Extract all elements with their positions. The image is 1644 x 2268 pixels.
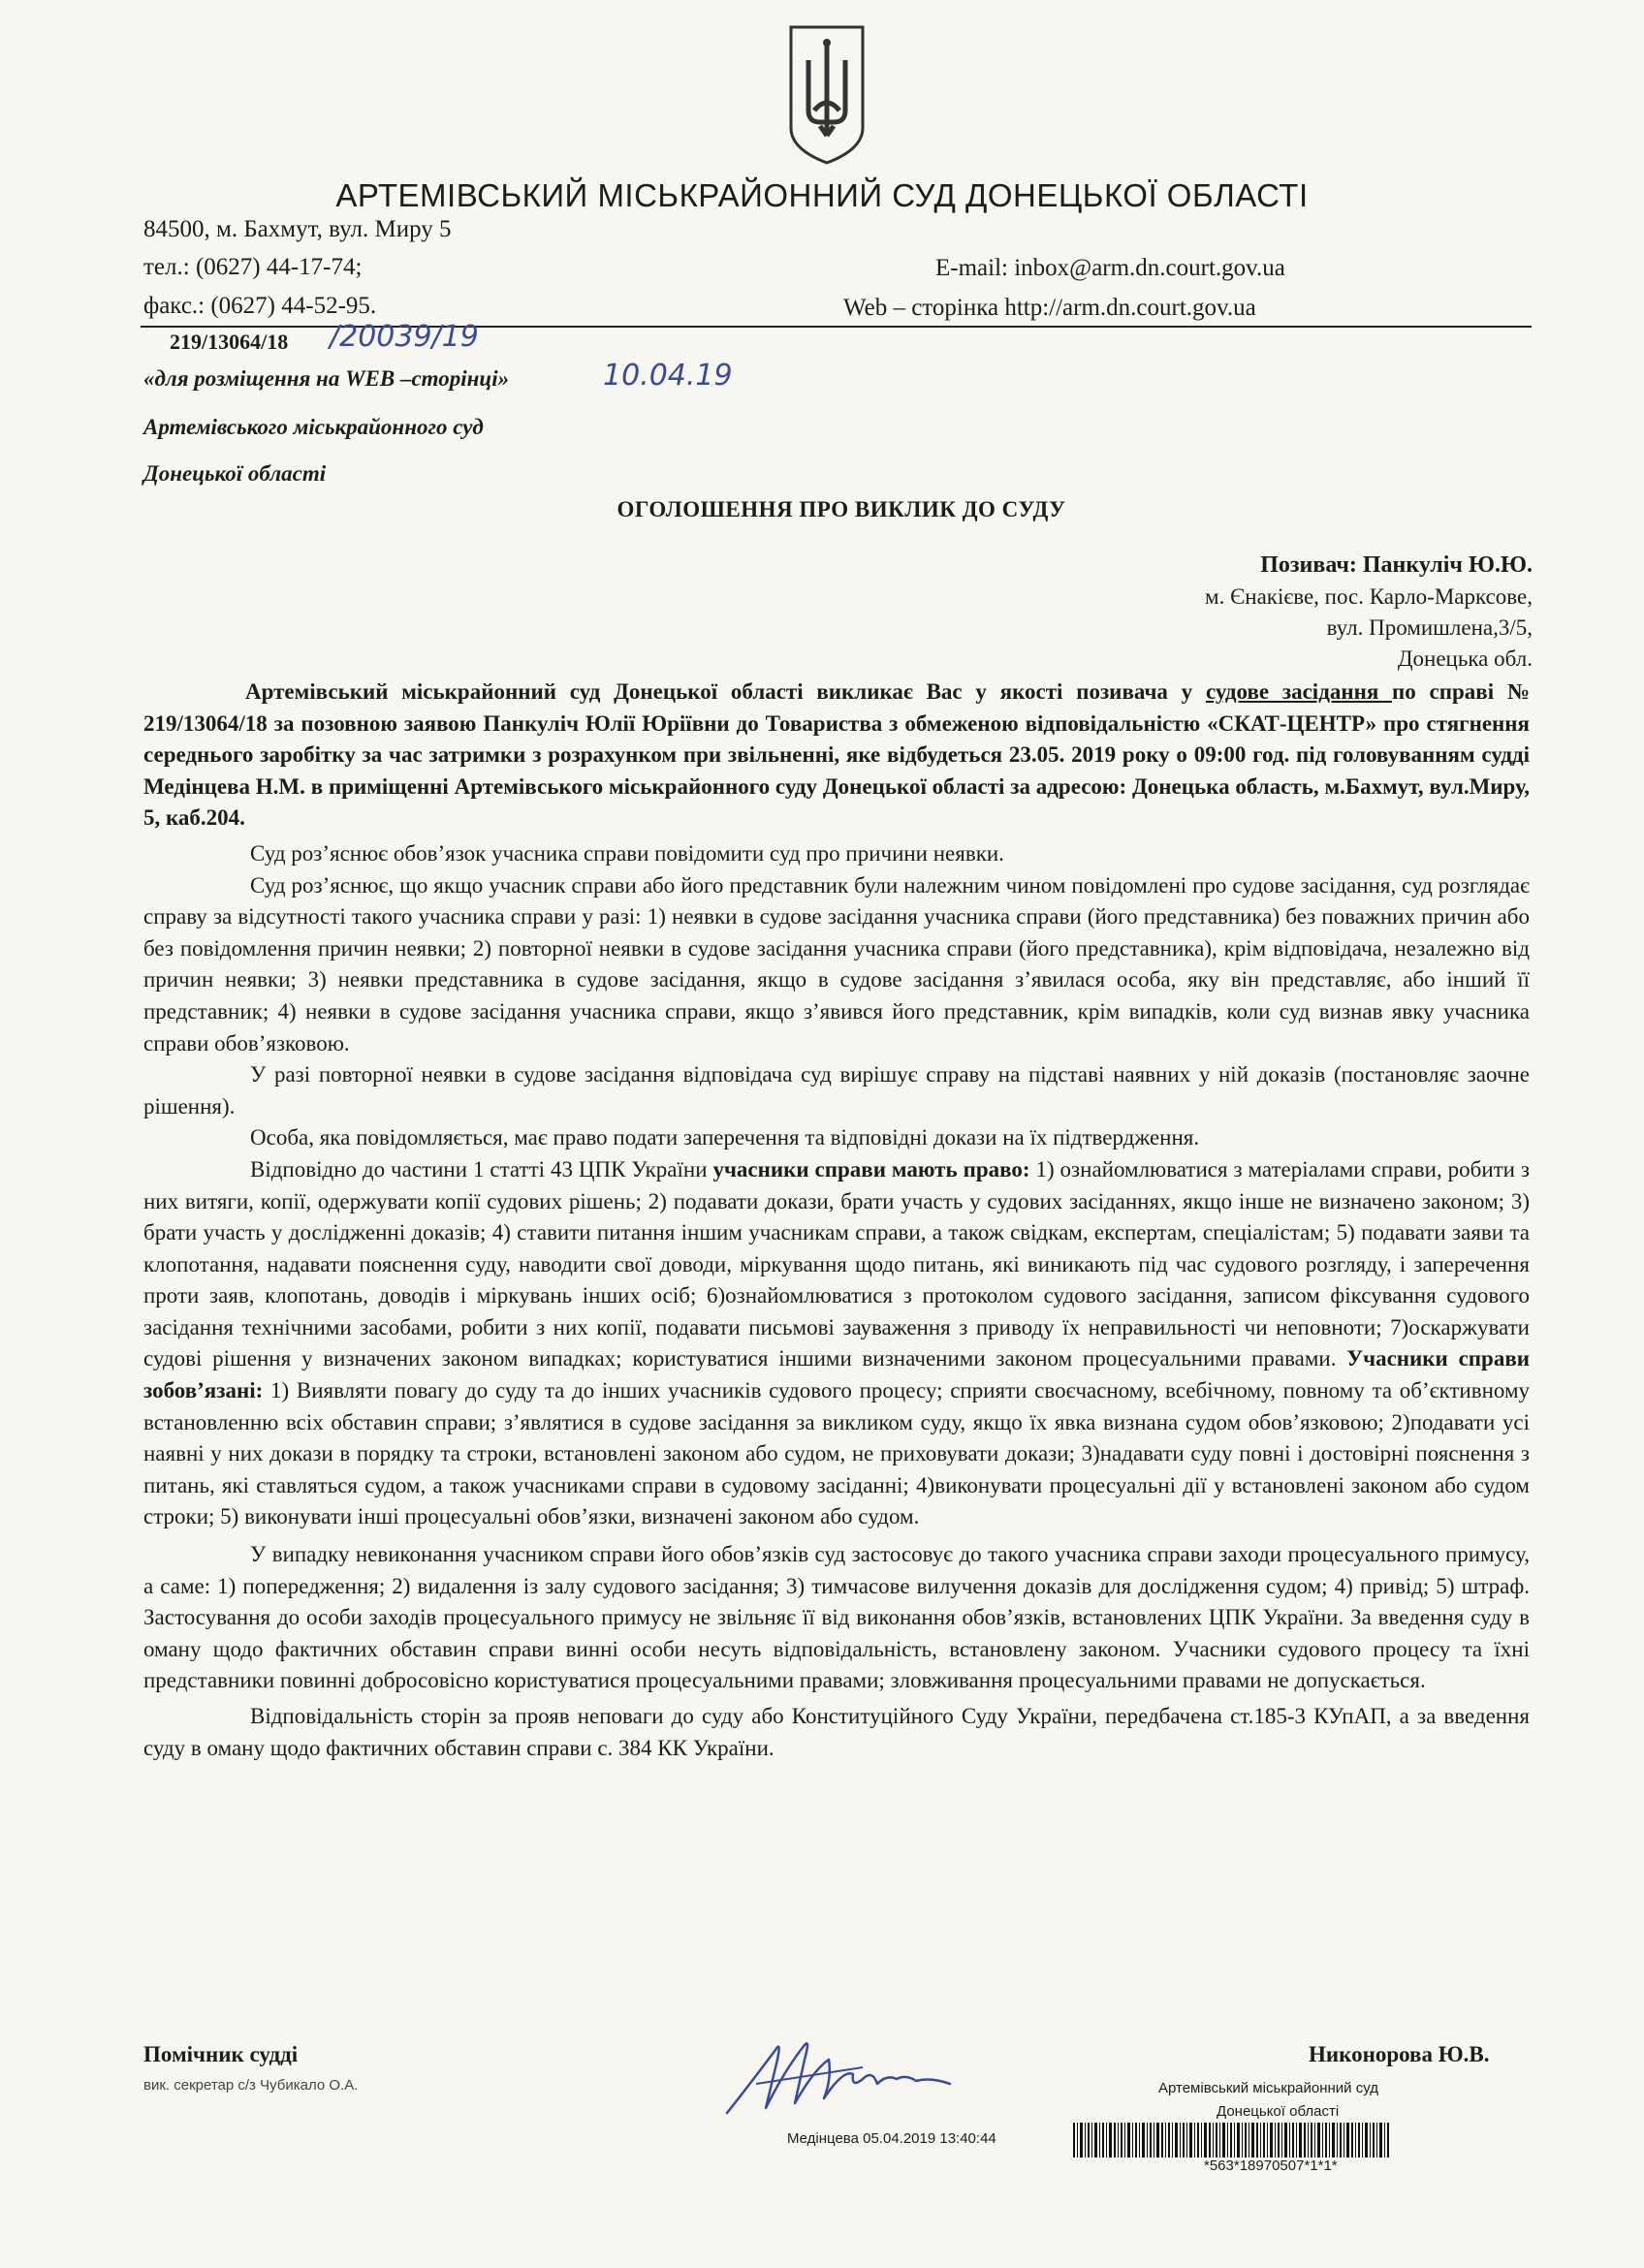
stamp-court-line-1: Артемівський міськрайонний суд xyxy=(1158,2080,1378,2096)
summons-text-1: Артемівський міськрайонний суд Донецької області викликає Вас у якості позивача у xyxy=(245,679,1206,704)
rights-heading: учасники справи мають право: xyxy=(712,1156,1030,1181)
plaintiff-address-1: м. Єнакієве, пос. Карло-Марксове, xyxy=(1205,584,1533,609)
handwritten-signature-icon xyxy=(717,2031,960,2123)
stamp-court-line-2: Донецької області xyxy=(1217,2103,1340,2120)
executor-note: вик. секретар с/з Чубикало О.А. xyxy=(143,2077,359,2094)
duties-list: 1) Виявляти повагу до суду та до інших учасників судового процесу; сприяти своєчасному, всебічному, повному та об’єктивному встановленню всіх обставин справи; з’являтися в судове засідання за викликом суду, якщо їх явка визнана судом обов’язковою; 2)подавати усі наявні у них докази в порядку та строки, встановлені законом або судом, не приховувати докази; 3)надавати суду повні і достовірні пояснення з питань, які ставляться судом, а також учасниками справи в судовому засіданні; 4)виконувати процесуальні дії у встановлені законом або судом строки; 5) виконувати інші процесуальні обов’язки, визначені законом або судом. xyxy=(143,1378,1530,1529)
plaintiff-address-2: вул. Промишлена,3/5, xyxy=(1326,615,1533,640)
signer-position: Помічник судді xyxy=(143,2042,299,2066)
web-placement-note: «для розміщення на WEB –сторінці» xyxy=(143,366,510,391)
summons-text-2: по справі № 219/13064/18 за позовною заявою Панкуліч Юлії Юріївни до Товариства з обмеженою відповідальністю «СКАТ-ЦЕНТР» про стягнення середнього заробітку за час затримки з розрахунком при звільненні, яке відбудеться 23.05. 2019 року о 09:00 год. під головуванням судді Медінцева Н.М. в приміщенні Артемівського міськрайонного суду Донецької області за адресою: Донецька область, м.Бахмут, вул.Миру, 5, каб.204. xyxy=(143,679,1530,831)
case-number: 219/13064/18 xyxy=(170,330,289,354)
duties-heading: Учасники справи зобов’язані: xyxy=(143,1346,1530,1403)
plaintiff-label: Позивач: Панкуліч Ю.Ю. xyxy=(1260,552,1533,578)
summons-text-underlined: судове засідання xyxy=(1205,679,1393,704)
court-phone: тел.: (0627) 44-17-74; xyxy=(143,254,363,280)
plaintiff-block xyxy=(1205,549,1533,675)
court-email: E-mail: inbox@arm.dn.court.gov.ua xyxy=(935,255,1285,281)
handwritten-date: 10.04.19 xyxy=(603,359,733,393)
paragraph-liability: Відповідальність сторін за прояв неповаги до суду або Конституційного Суду України, передбачена ст.185-3 КУпАП, а за введення суду в оману щодо фактичних обставин справи с. 384 КК України. xyxy=(143,1704,1530,1760)
registration-timestamp: Медінцева 05.04.2019 13:40:44 xyxy=(787,2130,996,2147)
court-fax: факс.: (0627) 44-52-95. xyxy=(143,293,377,319)
paragraph-rights-duties xyxy=(143,1154,1530,1533)
court-name: АРТЕМІВСЬКИЙ МІСЬКРАЙОННИЙ СУД ДОНЕЦЬКОЇ ОБЛАСТІ xyxy=(335,177,1309,213)
signer-name: Никонорова Ю.В. xyxy=(1309,2042,1490,2066)
handwritten-registration-number: /20039/19 xyxy=(330,320,479,354)
paragraph-objection-right: Особа, яка повідомляється, має право подати заперечення та відповідні докази на їх підтвердження. xyxy=(250,1125,1200,1150)
rights-list: 1) ознайомлюватися з матеріалами справи, робити з них витяги, копії, одержувати копії судових рішень; 2) подавати докази, брати участь у судових засіданнях, якщо інше не визначено законом; 3) брати участь у дослідженні доказів; 4) ставити питання іншим учасникам справи, а також свідкам, експертам, спеціалістам; 5) подавати заяви та клопотання, надавати пояснення суду, наводити свої доводи, міркування щодо питань, які виникають під час судового розгляду, і заперечення проти заяв, клопотань, доводів і міркувань інших осіб; 6)ознайомлюватися з протоколом судового засідання, записом фіксування судового засідання технічними засобами, робити з них копії, подавати письмові зауваження з приводу їх неправильності чи неповноти; 7)оскаржувати судові рішення у визначених законом випадках; користуватися іншими визначеними законом процесуальними правами. xyxy=(143,1156,1530,1371)
paragraph-default-judgment: У разі повторної неявки в судове засідання відповідача суд вирішує справу на підставі наявних у ній доказів (постановляє заочне рішення). xyxy=(143,1062,1530,1118)
notice-body xyxy=(143,677,1530,1764)
trident-emblem-icon xyxy=(785,21,869,167)
court-website: Web – сторінка http://arm.dn.court.gov.ua xyxy=(843,295,1256,321)
barcode-number: *563*18970507*1*1* xyxy=(1204,2158,1338,2174)
document-title: ОГОЛОШЕННЯ ПРО ВИКЛИК ДО СУДУ xyxy=(616,497,1066,521)
court-address: 84500, м. Бахмут, вул. Миру 5 xyxy=(143,216,452,242)
paragraph-coercion-measures: У випадку невиконання учасником справи його обов’язків суд застосовує до такого учасника справи заходи процесуального примусу, а саме: 1) попередження; 2) видалення із залу судового засідання; 3) тимчасове вилучення доказів для дослідження судом; 4) привід; 5) штраф. Застосування до особи заходів процесуального примусу не звільняє її від виконання обов’язків, встановлених ЦПК України. За введення суду в оману щодо фактичних обставин справи винні особи несуть відповідальність, встановлену законом. Учасники судового процесу та їхні представники повинні добросовісно користуватися процесуальними правами; зловживання процесуальними правами не допускається. xyxy=(143,1542,1530,1693)
recipient-line-1: Артемівського міськрайонного суд xyxy=(143,415,484,439)
paragraph-absence-consequences: Суд роз’яснює, що якщо учасник справи або його представник були належним чином повідомлені про судове засідання, суд розглядає справу за відсутності такого учасника справи у разі: 1) неявки в судове засідання учасника справи (його представника) без поважних причин або без повідомлення причин неявки; 2) повторної неявки в судове засідання учасника справи (його представника), крім відповідача, незалежно від причин неявки; 3) неявки представника в судове засідання, якщо в судове засідання з’явилася особа, яку він представляє, або інший її представник; 4) неявки в судове засідання учасника справи, якщо з’явився його представник, крім випадків, коли суд визнав явку учасника справи обов’язковою. xyxy=(143,872,1530,1055)
rights-intro: Відповідно до частини 1 статті 43 ЦПК України xyxy=(250,1156,713,1181)
paragraph-absence-reasons: Суд роз’яснює обов’язок учасника справи повідомити суд про причини неявки. xyxy=(250,840,1004,866)
plaintiff-address-3: Донецька обл. xyxy=(1397,646,1533,671)
recipient-line-2: Донецької області xyxy=(143,461,327,486)
barcode-icon xyxy=(1073,2123,1391,2161)
summons-paragraph xyxy=(143,677,1530,835)
